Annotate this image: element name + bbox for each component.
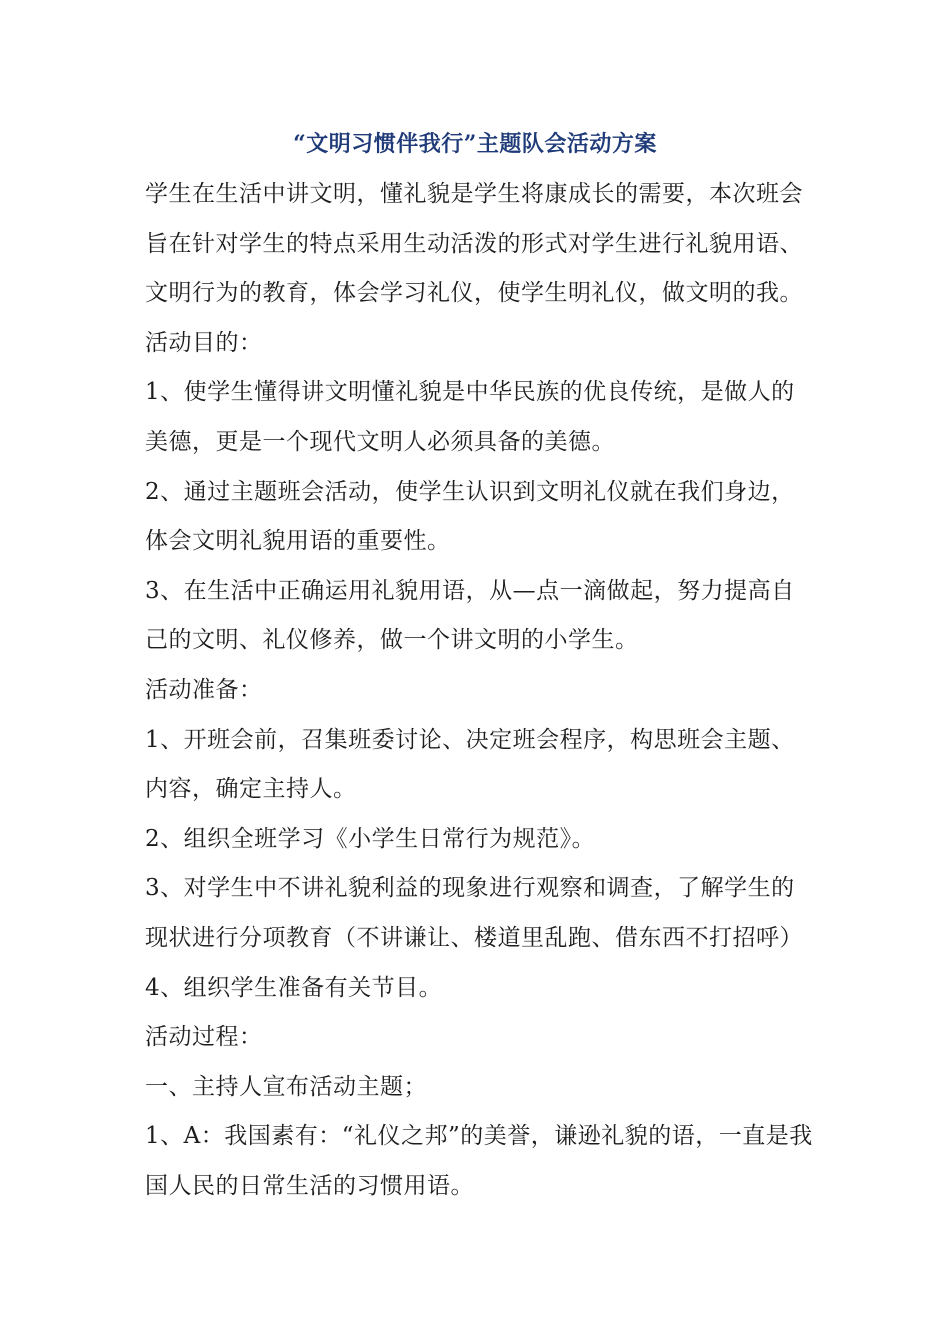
paragraph-line: 文明行为的教育，体会学习礼仪，使学生明礼仪，做文明的我。 bbox=[145, 280, 803, 307]
paragraph-line: 1、使学生懂得讲文明懂礼貌是中华民族的优良传统，是做人的 bbox=[145, 379, 795, 406]
paragraph-line: 3、在生活中正确运用礼貌用语，从—点一滴做起，努力提高自 bbox=[145, 577, 795, 604]
paragraph-line: 己的文明、礼仪修养，做一个讲文明的小学生。 bbox=[145, 627, 639, 654]
paragraph-line: 现状进行分项教育（不讲谦让、楼道里乱跑、借东西不打招呼） bbox=[145, 924, 803, 951]
paragraph-line: 内容，确定主持人。 bbox=[145, 776, 357, 803]
section-heading-preparation: 活动准备： bbox=[145, 676, 263, 703]
paragraph-line: 体会文明礼貌用语的重要性。 bbox=[145, 528, 451, 555]
paragraph-line: 1、开班会前，召集班委讨论、决定班会程序，构思班会主题、 bbox=[145, 726, 795, 753]
paragraph-line: 国人民的日常生活的习惯用语。 bbox=[145, 1172, 474, 1199]
paragraph-line: 旨在针对学生的特点采用生动活泼的形式对学生进行礼貌用语、 bbox=[145, 230, 803, 257]
paragraph-line: 2、通过主题班会活动，使学生认识到文明礼仪就在我们身边， bbox=[145, 478, 795, 505]
paragraph-line: 4、组织学生准备有关节目。 bbox=[145, 974, 443, 1001]
paragraph-line: 美德，更是一个现代文明人必须具备的美德。 bbox=[145, 428, 615, 455]
section-heading-purpose: 活动目的： bbox=[145, 329, 263, 356]
paragraph-line: 1、A：我国素有：“礼仪之邦”的美誉，谦逊礼貌的语，一直是我 bbox=[145, 1123, 813, 1150]
paragraph-line: 2、组织全班学习《小学生日常行为规范》。 bbox=[145, 825, 596, 852]
paragraph-line: 学生在生活中讲文明，懂礼貌是学生将康成长的需要，本次班会 bbox=[145, 181, 803, 207]
document-body bbox=[145, 170, 813, 1211]
document-title: “文明习惯伴我行”主题队会活动方案 bbox=[293, 131, 657, 157]
paragraph-line: 3、对学生中不讲礼貌利益的现象进行观察和调查，了解学生的 bbox=[145, 875, 795, 902]
section-heading-process: 活动过程： bbox=[145, 1024, 263, 1051]
paragraph-line: 一、主持人宣布活动主题； bbox=[145, 1073, 427, 1100]
